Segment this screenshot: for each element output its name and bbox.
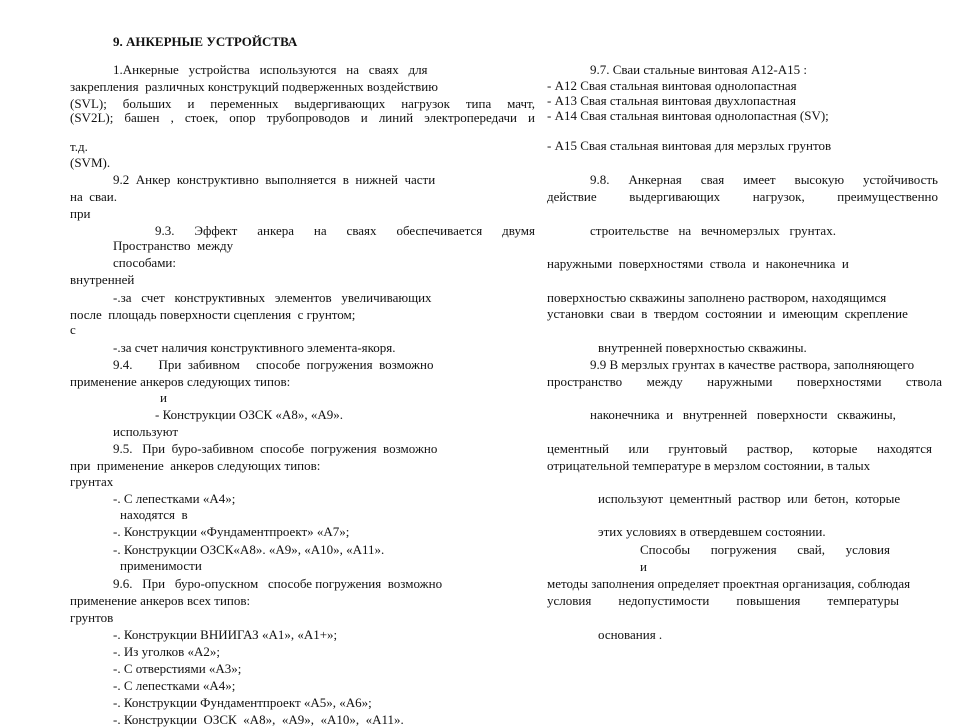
left-line: грунтах: [70, 474, 114, 489]
left-line: 9.5. При буро-забивном способе погружения возможно: [113, 441, 438, 456]
left-line: на сваи.: [70, 189, 117, 204]
left-line: -. С лепестками «А4»;: [113, 491, 236, 506]
right-line: и: [640, 559, 647, 574]
right-line: поверхностью скважины заполнено раствором, находящимся: [547, 290, 887, 305]
left-line: применимости: [120, 558, 202, 573]
left-line: с: [70, 322, 76, 337]
right-line: строительстве на вечномерзлых грунтах.: [590, 223, 836, 238]
left-line: 1.Анкерные устройства используются на сваях для: [113, 62, 428, 77]
right-line: внутренней поверхностью скважины.: [598, 340, 807, 355]
right-line: отрицательной температуре в мерзлом состоянии, в талых: [547, 458, 871, 473]
right-line: используют цементный раствор или бетон, которые: [598, 491, 901, 506]
right-line: 9.7. Сваи стальные винтовая А12-А15 :: [590, 62, 807, 77]
left-line: после площадь поверхности сцепления с грунтом;: [70, 307, 356, 322]
right-line: наружными поверхностями ствола и наконечника и: [547, 256, 849, 271]
left-line: 9.3. Эффект анкера на сваях обеспечивается двумя: [155, 223, 535, 238]
left-line: (SV2L); башен , стоек, опор трубопроводов и линий электропередачи и: [70, 110, 535, 125]
left-line: 9.6. При буро-опускном способе погружения возможно: [113, 576, 443, 591]
left-line: -. С лепестками «А4»;: [113, 678, 236, 693]
left-line: используют: [113, 424, 179, 439]
right-line: - А13 Свая стальная винтовая двухлопастная: [547, 93, 796, 108]
left-line: -. Конструкции ВНИИГАЗ «А1», «А1+»;: [113, 627, 338, 642]
right-line: - А15 Свая стальная винтовая для мерзлых грунтов: [547, 138, 832, 153]
left-line: 9.2 Анкер конструктивно выполняется в нижней части: [113, 172, 436, 187]
left-line: при применение анкеров следующих типов:: [70, 458, 321, 473]
right-line: действие выдергивающих нагрузок, преимущественно: [547, 189, 938, 204]
right-line: пространство между наружными поверхностями ствола: [547, 374, 942, 389]
right-line: условия недопустимости повышения температуры: [547, 593, 899, 608]
left-line: -. Конструкции «Фундаментпроект» «А7»;: [113, 524, 350, 539]
left-line: применение анкеров следующих типов:: [70, 374, 291, 389]
left-line: - Конструкции ОЗСК «А8», «А9».: [155, 407, 343, 422]
right-line: - А12 Свая стальная винтовая однолопастная: [547, 78, 797, 93]
left-line: -. Конструкции ОЗСК «А8», «А9», «А10», «А11».: [113, 712, 404, 727]
section-title: 9. АНКЕРНЫЕ УСТРОЙСТВА: [113, 34, 298, 49]
left-line: внутренней: [70, 272, 135, 287]
left-line: находятся в: [120, 507, 188, 522]
left-line: при: [70, 206, 91, 221]
left-line: -. Конструкции Фундаментпроект «А5», «А6»;: [113, 695, 372, 710]
left-line: -. Конструкции ОЗСК«А8». «А9», «А10», «А11».: [113, 542, 385, 557]
left-line: -. С отверстиями «А3»;: [113, 661, 242, 676]
left-line: способами:: [113, 255, 177, 270]
left-line: т.д.: [70, 139, 88, 154]
right-line: наконечника и внутренней поверхности скважины,: [590, 407, 896, 422]
right-line: 9.8. Анкерная свая имеет высокую устойчивость: [590, 172, 938, 187]
left-line: -.за счет конструктивных элементов увеличивающих: [113, 290, 432, 305]
left-line: Пространство между: [113, 238, 234, 253]
right-line: - А14 Свая стальная винтовая однолопастная (SV);: [547, 108, 829, 123]
left-line: -. Из уголков «А2»;: [113, 644, 220, 659]
right-line: 9.9 В мерзлых грунтах в качестве раствора, заполняющего: [590, 357, 915, 372]
right-line: Способы погружения свай, условия: [640, 542, 890, 557]
left-line: -.за счет наличия конструктивного элемента-якоря.: [113, 340, 396, 355]
right-line: этих условиях в отвердевшем состоянии.: [598, 524, 826, 539]
left-line: закрепления различных конструкций подверженных воздействию: [70, 79, 438, 94]
right-line: установки сваи в твердом состоянии и имеющим скрепление: [547, 306, 908, 321]
right-line: методы заполнения определяет проектная организация, соблюдая: [547, 576, 911, 591]
left-line: и: [160, 390, 167, 405]
left-line: (SVL); больших и переменных выдергивающих нагрузок типа мачт,: [70, 96, 535, 111]
left-line: 9.4. При забивном способе погружения возможно: [113, 357, 434, 372]
right-line: цементный или грунтовый раствор, которые находятся: [547, 441, 932, 456]
right-line: основания .: [598, 627, 663, 642]
left-line: грунтов: [70, 610, 114, 625]
left-line: применение анкеров всех типов:: [70, 593, 251, 608]
left-line: (SVM).: [70, 155, 111, 170]
